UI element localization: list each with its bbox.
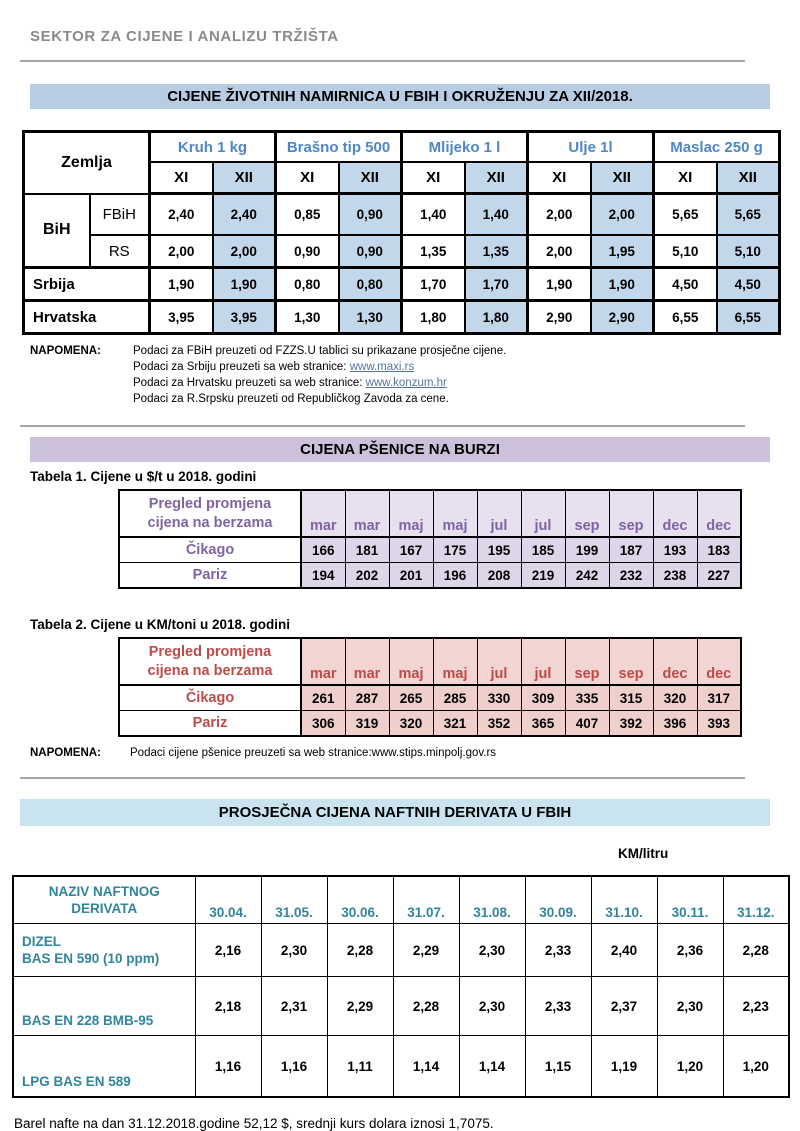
fuel-label-lpg xyxy=(13,1036,195,1098)
fuel-label-line: BAS EN 590 (10 ppm) xyxy=(22,951,160,966)
table2-caption: Tabela 2. Cijene u KM/toni u 2018. godini xyxy=(30,617,291,632)
header-line: NAZIV NAFTNOG xyxy=(48,884,160,899)
note-text: Podaci za R.Srpsku preuzeti od Republičkog Zavoda za cene. xyxy=(133,393,449,405)
exchange-header-cell xyxy=(119,638,301,685)
price-cell: 1,90 xyxy=(150,268,213,301)
wheat-price-cell: 167 xyxy=(389,537,433,563)
entity-cell-fbih: FBiH xyxy=(90,194,150,236)
date-header-cell: 31.08. xyxy=(459,876,525,924)
header-line: cijena na berzama xyxy=(147,514,273,531)
wheat-price-cell: 199 xyxy=(565,537,609,563)
fuel-price-cell: 2,23 xyxy=(723,977,789,1036)
fuel-price-cell: 2,30 xyxy=(459,924,525,977)
month-cell: sep xyxy=(609,638,653,685)
wheat-price-cell: 287 xyxy=(345,685,389,711)
price-cell: 1,35 xyxy=(465,235,528,268)
fuel-price-cell: 2,30 xyxy=(657,977,723,1036)
footer-note: Barel nafte na dan 31.12.2018.godine 52,12 $, srednji kurs dolara iznosi 1,7075. xyxy=(14,1116,494,1131)
price-cell: 1,30 xyxy=(276,301,339,334)
month-header-cell: XI xyxy=(150,162,213,194)
month-header-cell: XII xyxy=(465,162,528,194)
wheat-price-cell: 232 xyxy=(609,563,653,589)
table1-caption: Tabela 1. Cijene u $/t u 2018. godini xyxy=(30,469,257,484)
note-text: Podaci za Hrvatsku preuzeti sa web stranice: xyxy=(133,377,366,389)
price-cell: 1,80 xyxy=(402,301,465,334)
price-cell: 1,80 xyxy=(465,301,528,334)
wheat2-row-cikago xyxy=(119,685,741,711)
date-header-cell: 30.09. xyxy=(525,876,591,924)
fuel-price-cell: 1,16 xyxy=(195,1036,261,1098)
wheat-price-cell: 319 xyxy=(345,711,389,737)
note-line-fbih xyxy=(133,345,506,357)
wheat-price-cell: 309 xyxy=(521,685,565,711)
wheat-price-cell: 352 xyxy=(477,711,521,737)
month-cell: maj xyxy=(433,638,477,685)
price-cell: 3,95 xyxy=(213,301,276,334)
fuel-price-cell: 2,30 xyxy=(261,924,327,977)
fuel-price-cell: 2,30 xyxy=(459,977,525,1036)
fuel-label-bmb95 xyxy=(13,977,195,1036)
fuel-price-cell: 2,29 xyxy=(393,924,459,977)
fuel-price-cell: 2,28 xyxy=(393,977,459,1036)
month-cell: jul xyxy=(521,638,565,685)
month-header-cell: XII xyxy=(213,162,276,194)
note-text: Podaci cijene pšenice preuzeti sa web stranice:www.stips.minpolj.gov.rs xyxy=(130,747,497,759)
wheat-price-cell: 194 xyxy=(301,563,345,589)
price-cell: 2,00 xyxy=(150,235,213,268)
month-cell: mar xyxy=(345,490,389,537)
price-cell: 2,90 xyxy=(528,301,591,334)
fuel-name-header xyxy=(13,876,195,924)
maxi-link[interactable]: www.maxi.rs xyxy=(349,361,415,373)
wheat-price-cell: 396 xyxy=(653,711,697,737)
corner-zemlja-cell: Zemlja xyxy=(24,132,150,194)
header-line: DERIVATA xyxy=(71,901,138,916)
wheat-price-cell: 335 xyxy=(565,685,609,711)
wheat-price-cell: 202 xyxy=(345,563,389,589)
wheat-price-cell: 219 xyxy=(521,563,565,589)
note-text: Podaci za FBiH preuzeti od FZZS.U tablici su prikazane prosječne cijene. xyxy=(133,345,507,357)
wheat1-row-cikago xyxy=(119,537,741,563)
wheat-price-cell: 320 xyxy=(389,711,433,737)
fuel-price-cell: 1,20 xyxy=(657,1036,723,1098)
price-cell: 0,90 xyxy=(276,235,339,268)
month-cell: sep xyxy=(565,638,609,685)
month-cell: dec xyxy=(653,638,697,685)
date-header-cell: 31.10. xyxy=(591,876,657,924)
product-header-cell: Maslac 250 g xyxy=(654,132,780,163)
price-cell: 1,90 xyxy=(213,268,276,301)
fuel-price-cell: 2,18 xyxy=(195,977,261,1036)
wheat-price-banner: CIJENA PŠENICE NA BURZI xyxy=(30,437,770,462)
price-cell: 1,95 xyxy=(591,235,654,268)
country-group-cell: BiH xyxy=(24,194,90,268)
divider-rule xyxy=(20,425,745,427)
month-cell: maj xyxy=(389,638,433,685)
month-cell: sep xyxy=(609,490,653,537)
date-header-cell: 31.05. xyxy=(261,876,327,924)
month-cell: maj xyxy=(389,490,433,537)
price-cell: 2,90 xyxy=(591,301,654,334)
city-cell-pariz: Pariz xyxy=(119,711,301,737)
fuel-price-cell: 1,19 xyxy=(591,1036,657,1098)
month-cell: sep xyxy=(565,490,609,537)
price-cell: 1,90 xyxy=(528,268,591,301)
wheat-price-cell: 201 xyxy=(389,563,433,589)
wheat-price-cell: 208 xyxy=(477,563,521,589)
price-cell: 1,35 xyxy=(402,235,465,268)
wheat-price-cell: 393 xyxy=(697,711,741,737)
fuel-price-cell: 2,16 xyxy=(195,924,261,977)
wheat-price-cell: 330 xyxy=(477,685,521,711)
wheat-price-cell: 285 xyxy=(433,685,477,711)
date-header-cell: 31.12. xyxy=(723,876,789,924)
month-cell: mar xyxy=(301,638,345,685)
header-line: cijena na berzama xyxy=(147,662,273,679)
city-cell-pariz: Pariz xyxy=(119,563,301,589)
fuel-price-cell: 1,14 xyxy=(459,1036,525,1098)
unit-label: KM/litru xyxy=(618,846,669,861)
fuel-label-line: DIZEL xyxy=(22,934,61,949)
country-cell-srbija: Srbija xyxy=(24,268,150,301)
month-header-cell: XII xyxy=(717,162,780,194)
price-cell: 0,85 xyxy=(276,194,339,236)
city-cell-cikago: Čikago xyxy=(119,685,301,711)
month-cell: dec xyxy=(697,638,741,685)
row-srbija xyxy=(24,268,780,301)
price-cell: 5,10 xyxy=(654,235,717,268)
price-cell: 0,90 xyxy=(339,194,402,236)
product-header-cell: Mlijeko 1 l xyxy=(402,132,528,163)
price-cell: 1,30 xyxy=(339,301,402,334)
fuel-price-cell: 1,16 xyxy=(261,1036,327,1098)
wheat-price-cell: 320 xyxy=(653,685,697,711)
wheat-price-cell: 261 xyxy=(301,685,345,711)
price-cell: 0,80 xyxy=(276,268,339,301)
price-cell: 5,65 xyxy=(717,194,780,236)
wheat-price-cell: 185 xyxy=(521,537,565,563)
fuel-price-cell: 2,36 xyxy=(657,924,723,977)
row-bih-rs xyxy=(24,235,780,268)
fuel-price-cell: 1,20 xyxy=(723,1036,789,1098)
price-cell: 5,10 xyxy=(717,235,780,268)
header-line: Pregled promjena xyxy=(148,495,272,512)
wheat-price-cell: 227 xyxy=(697,563,741,589)
price-cell: 3,95 xyxy=(150,301,213,334)
napomena-label: NAPOMENA: xyxy=(30,345,101,357)
wheat-note xyxy=(130,747,496,763)
wheat1-header-row xyxy=(119,490,741,537)
price-cell: 6,55 xyxy=(654,301,717,334)
note-line-rsrpska xyxy=(133,393,506,405)
wheat-price-cell: 365 xyxy=(521,711,565,737)
wheat-price-cell: 392 xyxy=(609,711,653,737)
product-header-row xyxy=(24,132,780,163)
date-header-cell: 30.11. xyxy=(657,876,723,924)
country-cell-hrvatska: Hrvatska xyxy=(24,301,150,334)
wheat-table-km xyxy=(118,637,742,737)
fuel-price-cell: 2,33 xyxy=(525,977,591,1036)
month-cell: maj xyxy=(433,490,477,537)
fuel-price-cell: 1,14 xyxy=(393,1036,459,1098)
note-line-hrvatska xyxy=(133,377,506,389)
wheat-price-cell: 187 xyxy=(609,537,653,563)
wheat-price-cell: 315 xyxy=(609,685,653,711)
month-cell: dec xyxy=(697,490,741,537)
food-notes-block xyxy=(30,345,800,409)
price-cell: 1,40 xyxy=(465,194,528,236)
wheat-price-cell: 238 xyxy=(653,563,697,589)
product-header-cell: Kruh 1 kg xyxy=(150,132,276,163)
fuel-price-cell: 2,28 xyxy=(327,924,393,977)
month-cell: mar xyxy=(345,638,389,685)
wheat-price-cell: 242 xyxy=(565,563,609,589)
food-prices-table xyxy=(22,130,781,335)
price-cell: 0,90 xyxy=(339,235,402,268)
wheat-price-cell: 195 xyxy=(477,537,521,563)
price-cell: 4,50 xyxy=(717,268,780,301)
wheat-price-cell: 317 xyxy=(697,685,741,711)
wheat-price-cell: 321 xyxy=(433,711,477,737)
wheat-table-usd xyxy=(118,489,742,589)
price-cell: 2,00 xyxy=(528,194,591,236)
month-cell: mar xyxy=(301,490,345,537)
wheat-price-cell: 306 xyxy=(301,711,345,737)
fuel-row-bmb95 xyxy=(13,977,789,1036)
wheat-price-cell: 407 xyxy=(565,711,609,737)
header-line: Pregled promjena xyxy=(148,643,272,660)
city-cell-cikago: Čikago xyxy=(119,537,301,563)
price-cell: 6,55 xyxy=(717,301,780,334)
divider-rule xyxy=(20,60,745,62)
date-header-cell: 31.07. xyxy=(393,876,459,924)
date-header-cell: 30.04. xyxy=(195,876,261,924)
fuel-label-dizel xyxy=(13,924,195,977)
entity-cell-rs: RS xyxy=(90,235,150,268)
month-header-cell: XII xyxy=(591,162,654,194)
wheat2-header-row xyxy=(119,638,741,685)
month-header-cell: XI xyxy=(654,162,717,194)
price-cell: 5,65 xyxy=(654,194,717,236)
fuel-row-dizel xyxy=(13,924,789,977)
fuel-prices-table xyxy=(12,875,790,1098)
fuel-price-cell: 2,31 xyxy=(261,977,327,1036)
wheat-price-cell: 196 xyxy=(433,563,477,589)
price-cell: 1,70 xyxy=(402,268,465,301)
month-cell: jul xyxy=(477,638,521,685)
month-header-cell: XI xyxy=(276,162,339,194)
divider-rule xyxy=(20,777,745,779)
price-cell: 0,80 xyxy=(339,268,402,301)
fuel-header-row xyxy=(13,876,789,924)
fuel-row-lpg xyxy=(13,1036,789,1098)
price-cell: 2,40 xyxy=(150,194,213,236)
fuel-price-cell: 2,40 xyxy=(591,924,657,977)
price-cell: 2,00 xyxy=(591,194,654,236)
price-cell: 2,00 xyxy=(528,235,591,268)
fuel-price-cell: 2,37 xyxy=(591,977,657,1036)
month-header-cell: XI xyxy=(402,162,465,194)
wheat1-row-pariz xyxy=(119,563,741,589)
wheat-price-cell: 183 xyxy=(697,537,741,563)
fuel-price-cell: 2,28 xyxy=(723,924,789,977)
price-cell: 1,40 xyxy=(402,194,465,236)
napomena-lines xyxy=(133,345,506,409)
fuel-label-line: LPG BAS EN 589 xyxy=(22,1074,131,1089)
fuel-price-cell: 2,29 xyxy=(327,977,393,1036)
row-bih-fbih xyxy=(24,194,780,236)
wheat-price-cell: 175 xyxy=(433,537,477,563)
fuel-label-line: BAS EN 228 BMB-95 xyxy=(22,1013,154,1028)
price-cell: 2,00 xyxy=(213,235,276,268)
food-prices-banner: CIJENE ŽIVOTNIH NAMIRNICA U FBIH I OKRUŽENJU ZA XII/2018. xyxy=(30,84,770,109)
date-header-cell: 30.06. xyxy=(327,876,393,924)
price-cell: 1,90 xyxy=(591,268,654,301)
row-hrvatska xyxy=(24,301,780,334)
wheat-price-cell: 193 xyxy=(653,537,697,563)
month-header-cell: XII xyxy=(339,162,402,194)
product-header-cell: Brašno tip 500 xyxy=(276,132,402,163)
page-header-title: SEKTOR ZA CIJENE I ANALIZU TRŽIŠTA xyxy=(30,28,339,45)
price-cell: 4,50 xyxy=(654,268,717,301)
price-cell: 1,70 xyxy=(465,268,528,301)
month-cell: dec xyxy=(653,490,697,537)
wheat2-row-pariz xyxy=(119,711,741,737)
exchange-header-cell xyxy=(119,490,301,537)
wheat-price-cell: 265 xyxy=(389,685,433,711)
fuel-price-cell: 2,33 xyxy=(525,924,591,977)
note-line-srbija xyxy=(133,361,506,373)
fuel-price-cell: 1,11 xyxy=(327,1036,393,1098)
wheat-price-cell: 181 xyxy=(345,537,389,563)
fuel-price-cell: 1,15 xyxy=(525,1036,591,1098)
napomena-label: NAPOMENA: xyxy=(30,747,101,759)
fuel-prices-banner: PROSJEČNA CIJENA NAFTNIH DERIVATA U FBIH xyxy=(20,799,770,826)
month-header-cell: XI xyxy=(528,162,591,194)
price-cell: 2,40 xyxy=(213,194,276,236)
month-cell: jul xyxy=(477,490,521,537)
konzum-link[interactable]: www.konzum.hr xyxy=(365,377,447,389)
note-text: Podaci za Srbiju preuzeti sa web stranice: xyxy=(133,361,350,373)
wheat-note-block xyxy=(30,747,800,763)
wheat-price-cell: 166 xyxy=(301,537,345,563)
product-header-cell: Ulje 1l xyxy=(528,132,654,163)
month-cell: jul xyxy=(521,490,565,537)
